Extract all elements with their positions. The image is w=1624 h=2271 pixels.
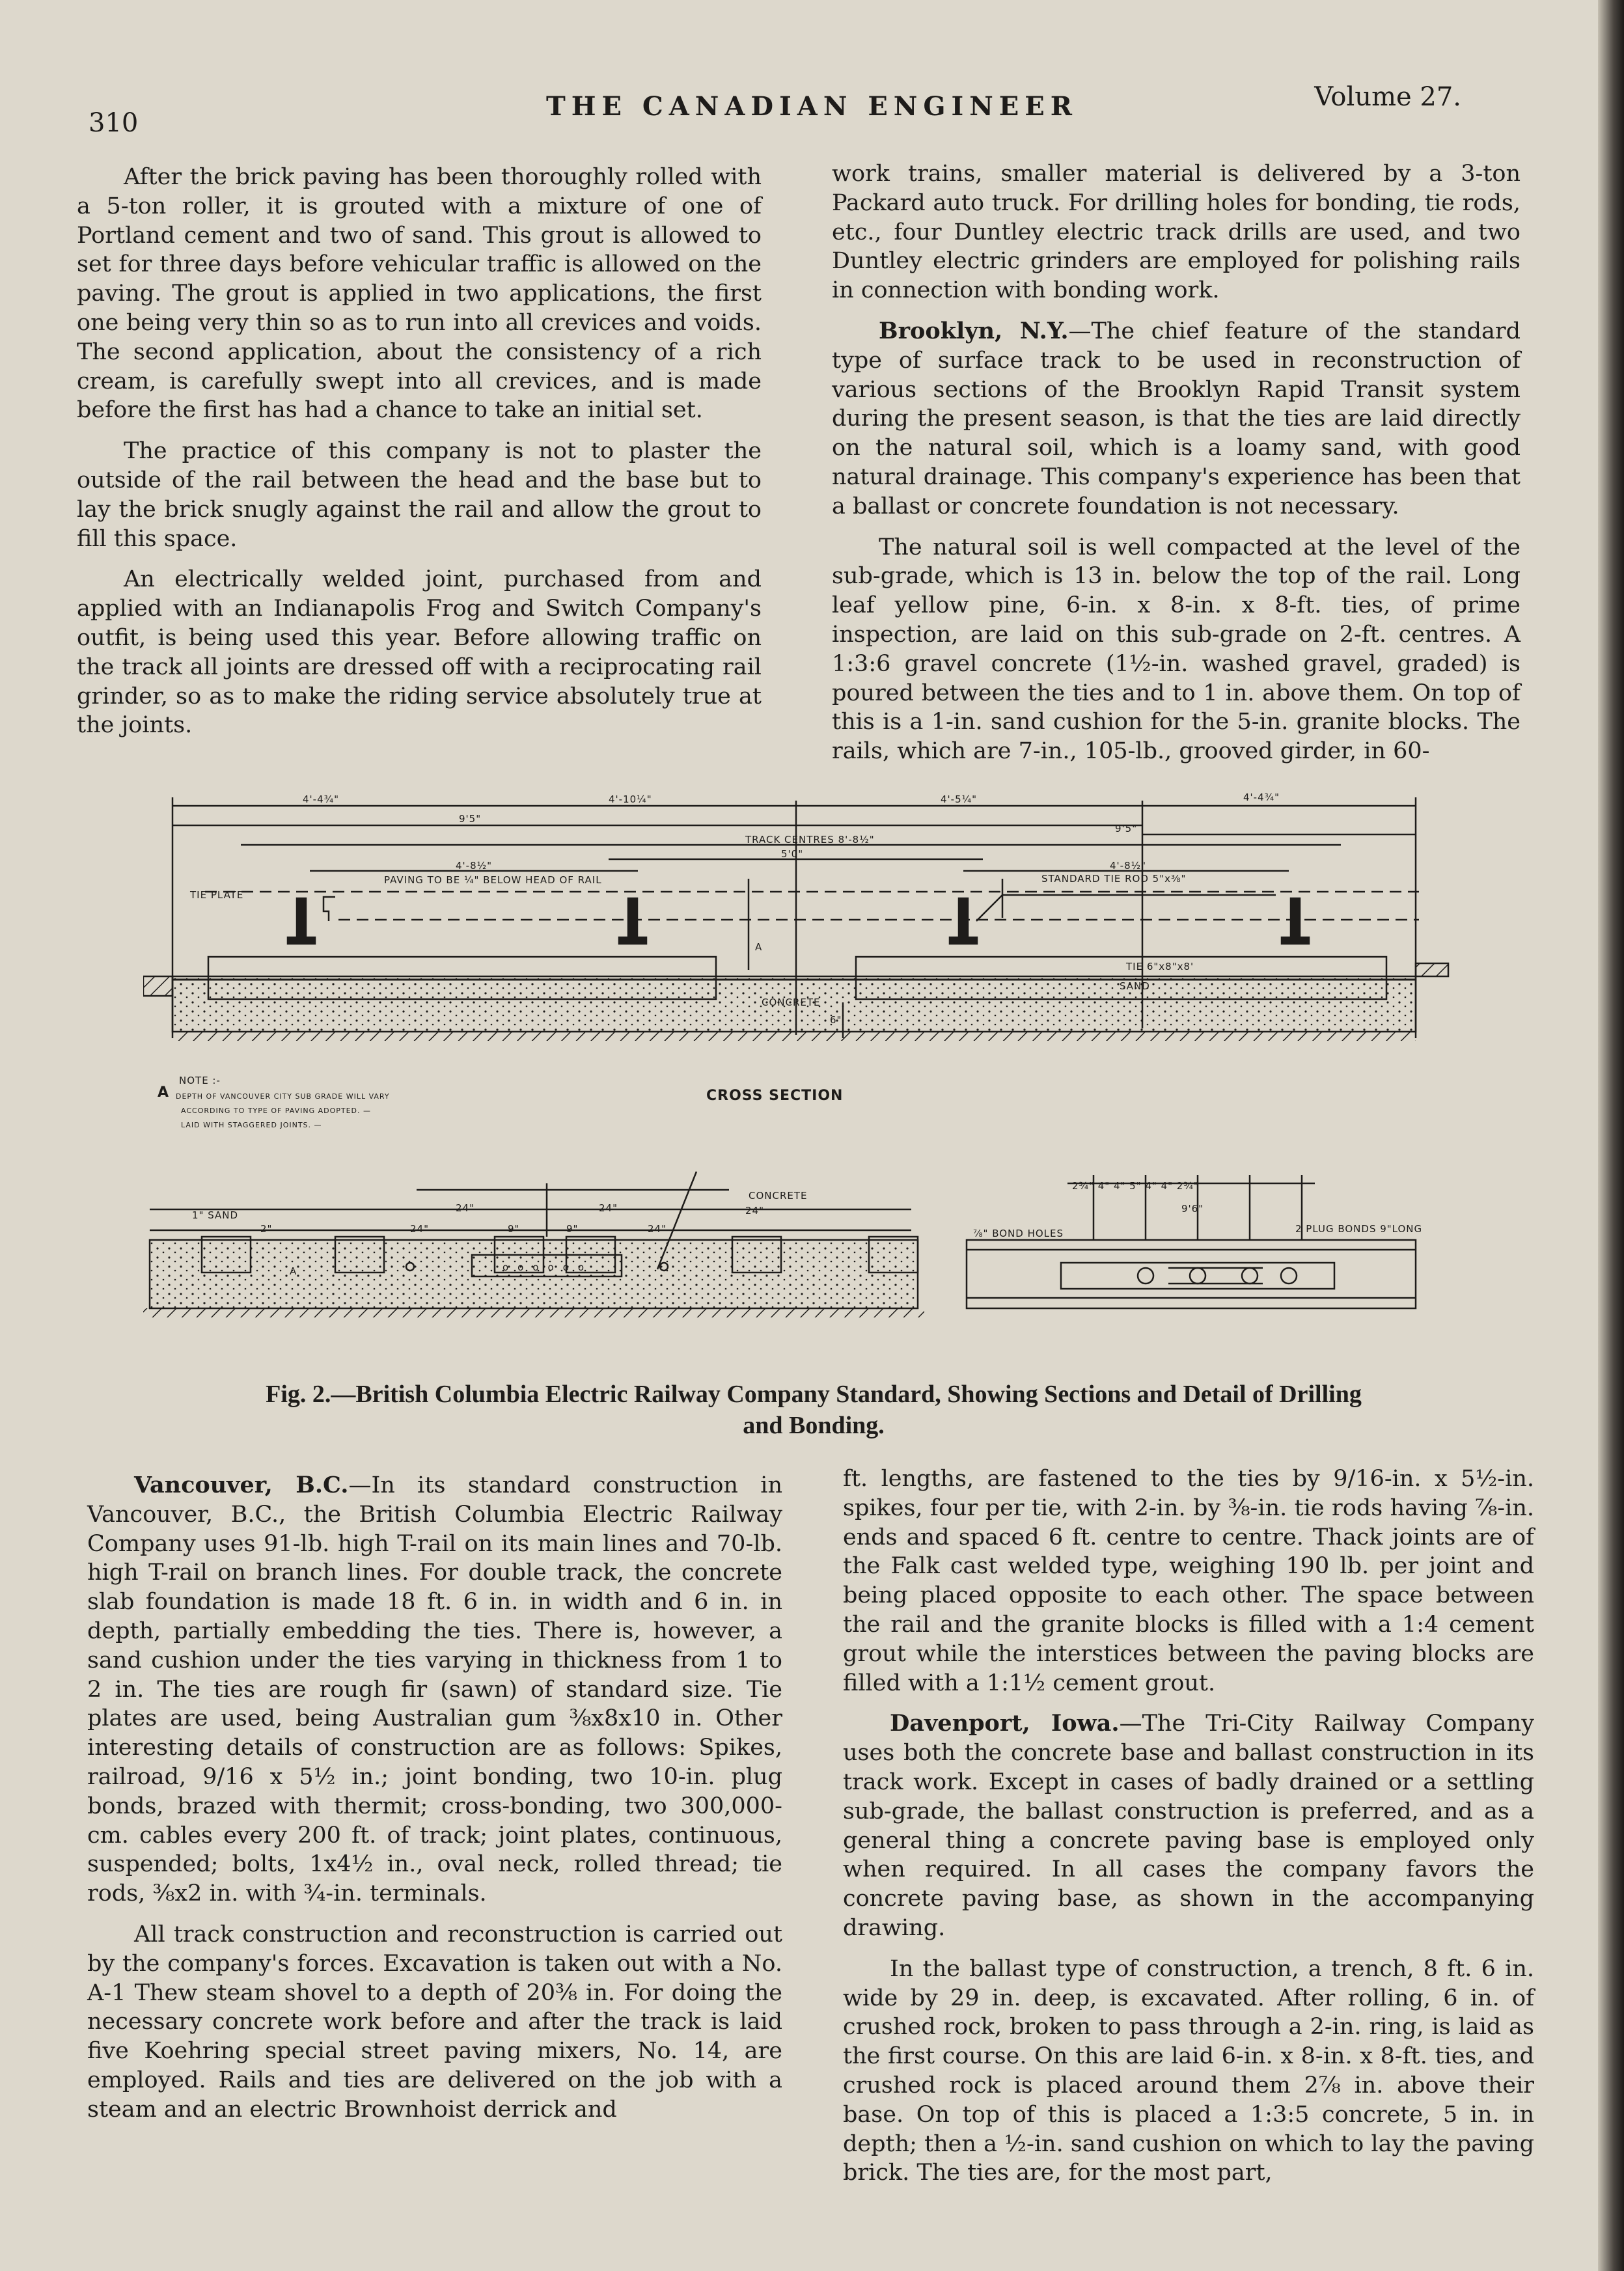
figure-caption	[150, 1379, 1478, 1441]
marker-a: A	[755, 941, 763, 953]
dim-4-8-right: 4'-8½"	[1110, 860, 1147, 872]
drilling-detail-drawing	[967, 1175, 1416, 1308]
journal-title: THE CANADIAN ENGINEER	[545, 91, 1079, 122]
paving-note: PAVING TO BE ¼" BELOW HEAD OF RAIL	[384, 874, 602, 886]
cross-section-labels	[158, 791, 1280, 1129]
paragraph: All track construction and reconstruction is carried out by the company's forces. Excavation is taken out with a No. A-1 Thew steam shovel to a depth of 20⅜ in. For doing the necessary concrete work before and after the track is laid five Koehring special street paving mixers, No. 14, are employed. Rails and ties are delivered on the job with a steam and an electric Brownhoist derrick and	[87, 1921, 782, 2123]
dim-9-6: 9'6"	[1181, 1203, 1204, 1215]
dim-top-1: 4'-4¾"	[303, 793, 340, 805]
paragraph: An electrically welded joint, purchased from and applied with an Indianapolis Frog and Switch Company's outfit, is being used this year. Before allowing traffic on the track all joints are dressed off with a reciprocating rail grinder, so as to make the riding service absolutely true at the joints.	[77, 566, 762, 739]
paragraph: ft. lengths, are fastened to the ties by 9/16-in. x 5½-in. spikes, four per tie, with 2-in. by ⅜-in. tie rods having ⅞-in. ends and spaced 6 ft. centre to centre. Thack joints are of the Falk cast welded type, weighing 190 lb. per joint and being placed opposite to each other. The space between the rail and the granite blocks is filled with a 1:4 cement grout while the interstices between the paving blocks are filled with a 1:1½ cement grout.	[843, 1466, 1534, 1696]
caption-line-2: and Bonding.	[743, 1412, 885, 1439]
lower-sand-label: 1" SAND	[192, 1209, 239, 1221]
lower-dim-2: 2"	[260, 1223, 273, 1235]
paragraph: The natural soil is well compacted at the level of the sub-grade, which is 13 in. below the top of the rail. Long leaf yellow pine, 6-in. x 8-in. x 8-ft. ties, of prime inspection, are laid on this sub-grade on 2-ft. centres. A 1:3:6 gravel concrete (1½-in. washed gravel, graded) is poured between the ties and to 1 in. above them. On top of this is a 1-in. sand cushion for the 5-in. granite blocks. The rails, which are 7-in., 105-lb., grooved girder, in 60-	[832, 534, 1521, 765]
page-number: 310	[89, 108, 139, 138]
note-line-3: LAID WITH STAGGERED JOINTS. —	[181, 1121, 322, 1129]
lower-dim-24e: 24"	[745, 1205, 764, 1217]
paragraph: Davenport, Iowa.—The Tri-City Railway Company uses both the concrete base and ballast construction in its track work. Except in cases of badly drained or a settling sub-grade, the ballast construction is preferred, and as a general thing a concrete paving base is employed only when required. In all cases the company favors the concrete paving base, as shown in the accompanying drawing.	[843, 1710, 1534, 1941]
track-centres-label: TRACK CENTRES 8'-8½"	[745, 834, 875, 846]
dim-4-8-left: 4'-8½"	[456, 860, 493, 872]
note-line-1: DEPTH OF VANCOUVER CITY SUB GRADE WILL VARY	[176, 1092, 390, 1101]
standard-tie-rod-label: STANDARD TIE ROD 5"x⅜"	[1041, 873, 1187, 885]
column-bottom-left	[87, 1471, 782, 2125]
dim-top-2: 4'-10¼"	[609, 793, 652, 805]
note-line-2: ACCORDING TO TYPE OF PAVING ADOPTED. —	[181, 1107, 372, 1115]
paragraph: The practice of this company is not to plaster the outside of the rail between the head and the base but to lay the brick snugly against the rail and allow the grout to fill this space.	[77, 438, 762, 552]
sand-label: SAND	[1120, 980, 1150, 992]
dim-top-4: 4'-4¾"	[1243, 791, 1280, 803]
dim-6: 6"	[830, 1014, 842, 1026]
paragraph: Vancouver, B.C.—In its standard construction in Vancouver, B.C., the British Columbia Electric Railway Company uses 91-lb. high T-rail on its main lines and 70-lb. high T-rail on branch lines. For double track, the concrete slab foundation is made 18 ft. 6 in. in width and 6 in. in depth, partially embedding the ties. There is, however, a sand cushion under the ties varying in thickness from 1 to 2 in. The ties are rough fir (sawn) of standard size. Tie plates are used, being Australian gum ⅜x8x10 in. Other interesting details of construction are as follows: Spikes, railroad, 9/16 x 5½ in.; joint bonding, two 10-in. plug bonds, brazed with thermit; cross-bonding, two 300,000-cm. cables every 200 ft. of track; joint plates, continuous, suspended; bolts, 1x4½ in., oval neck, rolled thread; tie rods, ⅜x2 in. with ¾-in. terminals.	[87, 1472, 783, 1907]
lower-dim-9a: 9"	[508, 1223, 520, 1235]
lower-dim-24d: 24"	[648, 1223, 667, 1235]
paragraph: After the brick paving has been thoroughly rolled with a 5-ton roller, it is grouted with a mixture of one of Portland cement and two of sand. This grout is allowed to set for three days before vehicular traffic is allowed on the paving. The grout is applied in two applications, the first one being very thin so as to run into all crevices and voids. The second application, about the consistency of a rich cream, is carefully swept into all crevices, and is made before the first has had a chance to take an initial set.	[77, 164, 762, 424]
lower-dim-9b: 9"	[566, 1223, 579, 1235]
figure-track-sections	[143, 781, 1471, 1380]
volume-label: Volume 27.	[1314, 82, 1461, 112]
bolt-holes: oooooo	[502, 1261, 594, 1273]
column-top-left	[77, 163, 762, 740]
lower-dim-24c: 24"	[410, 1223, 429, 1235]
note-title: NOTE :-	[179, 1075, 221, 1086]
dim-9-5-right: 9'5"	[1115, 823, 1138, 834]
caption-line-1: Fig. 2.—British Columbia Electric Railway Company Standard, Showing Sections and Detail of Drilling	[266, 1381, 1362, 1408]
column-bottom-right	[843, 1465, 1534, 2188]
dim-9-5-left: 9'5"	[459, 813, 482, 825]
paragraph: Brooklyn, N.Y.—The chief feature of the standard type of surface track to be used in reconstruction of various sections of the Brooklyn Rapid Transit system during the present season, is that the ties are laid directly on the natural soil, which is a loamy sand, with good natural drainage. This company's experience has been that a ballast or concrete foundation is not necessary.	[832, 317, 1521, 519]
tie-size-label: TIE 6"x8"x8'	[1126, 961, 1194, 972]
book-binding-shadow	[1598, 0, 1624, 2271]
dim-5-0: 5'0"	[781, 848, 804, 860]
plug-bonds-label: 2 PLUG BONDS 9"LONG	[1295, 1223, 1423, 1235]
section-heading-brooklyn: Brooklyn, N.Y.	[879, 317, 1069, 344]
section-heading-davenport: Davenport, Iowa.	[890, 1710, 1120, 1737]
paragraph: work trains, smaller material is delivered by a 3-ton Packard auto truck. For drilling holes for bonding, tie rods, etc., four Duntley electric track drills are used, and two Duntley electric grinders are employed for polishing rails in connection with bonding work.	[832, 161, 1521, 304]
cross-section-title: CROSS SECTION	[706, 1088, 844, 1104]
tie-plate-label: TIE PLATE	[190, 889, 244, 901]
column-top-right	[832, 159, 1521, 766]
paragraph: In the ballast type of construction, a trench, 8 ft. 6 in. wide by 29 in. deep, is excavated. After rolling, 6 in. of crushed rock, broken to pass through a 2-in. ring, is laid as the first course. On this are laid 6-in. x 8-in. x 8-ft. ties, and crushed rock is placed around them 2⅞ in. above their base. On top of this is placed a 1:3:5 concrete, 5 in. in depth; then a ½-in. sand cushion on which to lay the paving brick. The ties are, for the most part,	[843, 1955, 1534, 2186]
section-heading-vancouver: Vancouver, B.C.	[134, 1472, 349, 1498]
note-marker-a: A	[158, 1084, 170, 1101]
dim-top-3: 4'-5¼"	[941, 793, 978, 805]
lower-concrete-label: CONCRETE	[749, 1190, 808, 1202]
lower-dim-24a: 24"	[456, 1202, 475, 1214]
drill-spacing-dims: 2¾" 4" 4" 5" 4" 4" 2¾"	[1072, 1180, 1199, 1192]
lower-dim-24b: 24"	[599, 1202, 618, 1214]
concrete-label: CONCRETE	[762, 997, 821, 1008]
lower-marker-a: A	[290, 1265, 297, 1277]
bond-holes-label: ⅞" BOND HOLES	[973, 1228, 1064, 1239]
